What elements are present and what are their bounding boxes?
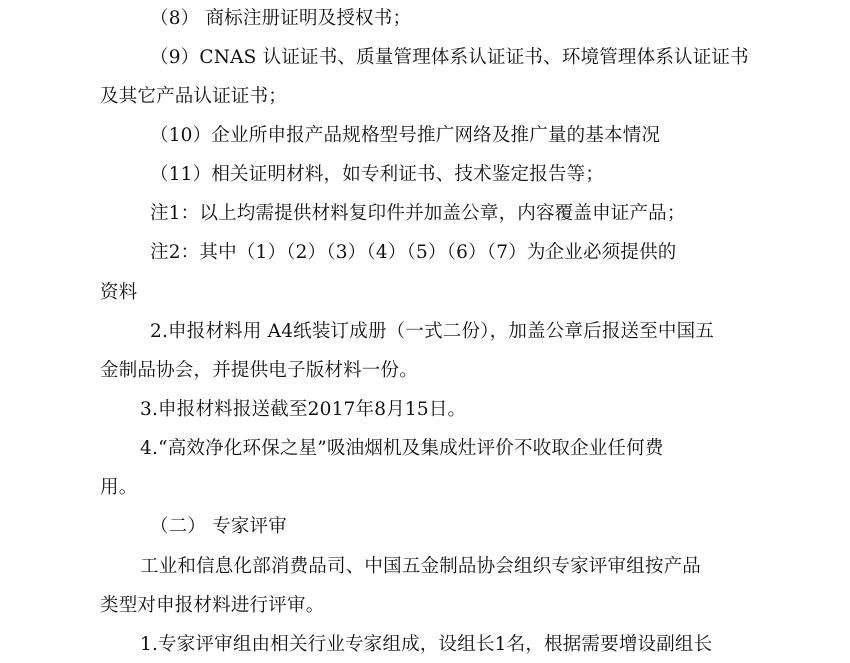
text-line: 4.“高效净化环保之星”吸油烟机及集成灶评价不收取企业任何费 — [140, 438, 664, 459]
text-line: （8） 商标注册证明及授权书； — [150, 8, 412, 29]
text-line: （10）企业所申报产品规格型号推广网络及推广量的基本情况 — [150, 125, 661, 146]
text-line: 用。 — [100, 477, 138, 498]
text-line: 1.专家评审组由相关行业专家组成，设组长1名，根据需要增设副组长 — [140, 634, 713, 655]
text-line: 及其它产品认证证书； — [100, 86, 288, 107]
text-line: 注1：以上均需提供材料复印件并加盖公章，内容覆盖申证产品； — [150, 203, 686, 224]
text-line: 3.申报材料报送截至2017年8月15日。 — [140, 399, 467, 420]
text-line: 金制品协会，并提供电子版材料一份。 — [100, 360, 418, 381]
text-line: 注2：其中（1）（2）（3）（4）（5）（6）（7）为企业必须提供的 — [150, 242, 677, 263]
text-line: （11）相关证明材料，如专利证书、技术鉴定报告等； — [150, 164, 605, 185]
text-line: （9）CNAS 认证证书、质量管理体系认证证书、环境管理体系认证证书 — [150, 47, 749, 68]
text-line: 工业和信息化部消费品司、中国五金制品协会组织专家评审组按产品 — [140, 556, 702, 577]
section-heading: （二） 专家评审 — [150, 516, 287, 537]
text-line: 2.申报材料用 A4纸装订成册（一式二份），加盖公章后报送至中国五 — [150, 321, 715, 342]
text-line: 资料 — [100, 282, 138, 303]
text-line: 类型对申报材料进行评审。 — [100, 595, 325, 616]
